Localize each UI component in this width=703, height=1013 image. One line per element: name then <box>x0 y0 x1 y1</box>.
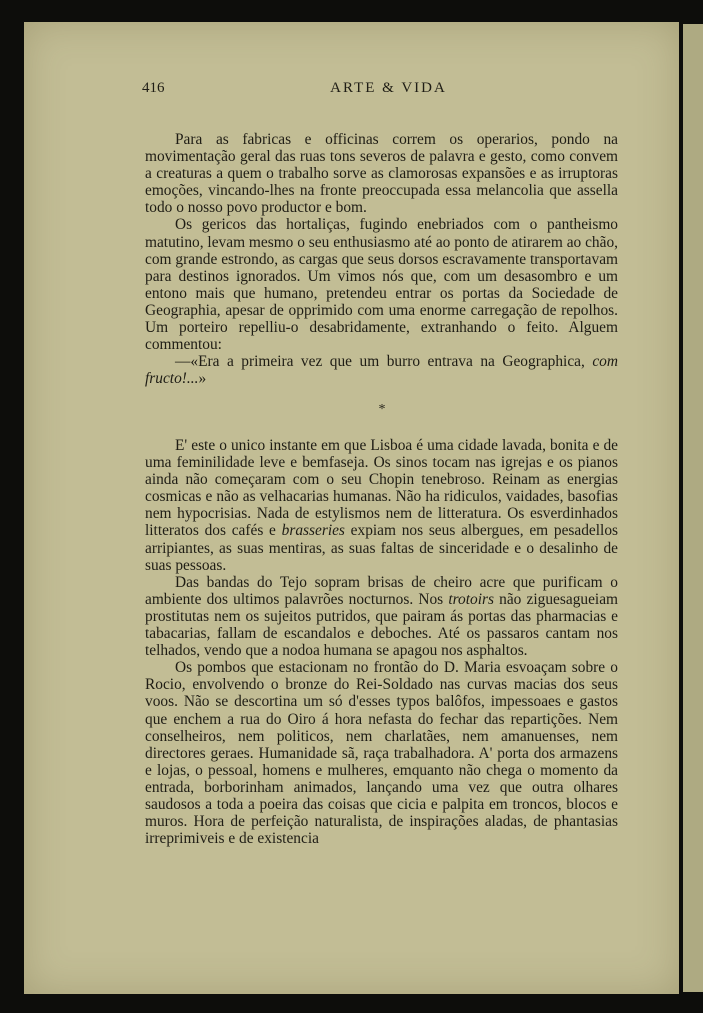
lisbon-text-b: expiam nos seus albergues, em pesadellos arripiantes, as suas mentiras, as suas faltas de sinceridade e o desalinho de suas pessoas. <box>145 522 618 574</box>
page-header <box>142 80 635 100</box>
section-one-text <box>145 131 618 387</box>
paragraph-workers: Para as fabricas e officinas correm os operarios, pondo na movimentação geral das ruas tons severos de palavra e gesto, como convem a creaturas a quem o trabalho sorve as clamorosas expansões e as irruptoras emoções, vincando-lhes na fronte preoccupada essa melancolia que assella todo o nosso povo productor e bom. <box>145 131 618 217</box>
paragraph-donkeys: Os gericos das hortaliças, fugindo enebriados com o pantheismo matutino, levam mesmo o seu enthusiasmo até ao ponto de atirarem ao chão, com grande estrondo, as cargas que seus dorsos escravamente transportavam para destinos ignorados. Um vimos nós que, com um desasombro e um entono mais que humano, pretendeu entrar os portas da Sociedade de Geographia, apesar de opprimido com uma enorme carregação de repolhos. Um porteiro repelliu-o desabridamente, extranhando o feito. Alguem commentou: <box>145 216 618 354</box>
paragraph-quote <box>145 353 618 387</box>
tejo-text-a: Das bandas do Tejo sopram brisas de cheiro acre que purificam o ambiente dos ultimos palavrões nocturnos. Nos <box>145 573 618 608</box>
page-number: 416 <box>142 80 165 96</box>
quote-close: » <box>198 370 207 388</box>
section-separator: * <box>378 402 386 417</box>
paragraph-lisbon <box>145 437 618 574</box>
quote-text: —«Era a primeira vez que um burro entrava na Geographica, <box>175 353 593 371</box>
paragraph-pigeons: Os pombos que estacionam no frontão do D. Maria esvoaçam sobre o Rocio, envolvendo o bronze do Rei-Soldado nas curvas macias dos seus voos. Não se descortina um só d'esses typos balôfos, impessoaes e gastos que enchem a rua do Oiro á hora nefasta do fechar das repartições. Nem conselheiros, nem politicos, nem charlatães, nem amanuenses, nem directores geraes. Humanidade sã, raça trabalhadora. A' porta dos armazens e lojas, o pessoal, homens e mulheres, emquanto não chega o momento da entrada, borborinham animados, lançando uma vez que outra olhares saudosos a toda a poeira das coisas que cicia e palpita em troncos, blocos e muros. Hora de perfeição naturalista, de inspirações aladas, de phantasias irreprimiveis e de existencia <box>145 659 618 848</box>
tejo-italic: trotoirs <box>448 590 494 608</box>
lisbon-italic: brasseries <box>281 522 345 540</box>
tejo-text-b: não ziguesagueiam prostitutas nem os sujeitos putridos, que pairam ás portas das pharmacias e tabacarias, fallam de escandalos e deboches. Até os passaros cantam nos telhados, vendo que a nodoa humana se apagou nos asphaltos. <box>145 590 618 660</box>
lisbon-text-a: E' este o unico instante em que Lisboa é uma cidade lavada, bonita e de uma feminilidade leve e bemfaseja. Os sinos tocam nas igrejas e os pianos ainda não começaram com o seu Chopin tenebroso. Reinam as energias cosmicas e não as velhacarias humanas. Não ha ridiculos, vaidades, basofias nem hypocrisias. Nada de estylismos nem de litteratura. Os esverdinhados litteratos dos cafés e <box>145 437 618 540</box>
paragraph-tejo <box>145 574 618 659</box>
running-title: ARTE & VIDA <box>330 80 447 96</box>
adjacent-page-edge <box>683 24 703 992</box>
quote-italic: com fructo!... <box>145 353 618 388</box>
section-two-text <box>145 437 618 847</box>
